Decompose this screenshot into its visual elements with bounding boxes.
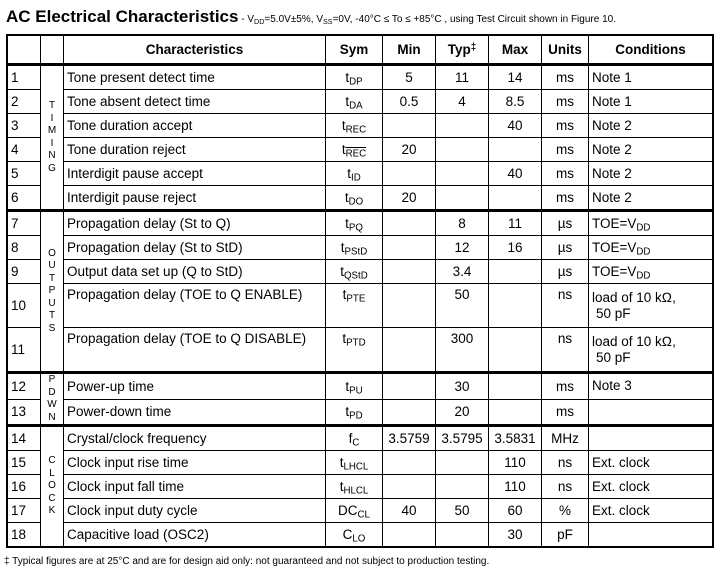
max-cell: 3.5831 [489,426,542,451]
units-cell: ns [542,475,589,499]
row-number: 3 [7,114,41,138]
typ-cell [436,162,489,186]
ac-characteristics-table [6,34,714,548]
conditions-cell: Note 2 [589,138,714,162]
table-row [7,236,713,260]
conditions-cell [589,426,714,451]
units-cell: ns [542,451,589,475]
header-min: Min [383,35,436,65]
table-row [7,451,713,475]
typ-cell: 11 [436,65,489,90]
symbol-cell: $t_{LHCL}$ [326,451,383,475]
row-number: 15 [7,451,41,475]
row-number: 7 [7,211,41,236]
conditions-cell: Note 2 [589,114,714,138]
characteristic-cell: Clock input fall time [64,475,326,499]
characteristic-cell: Crystal/clock frequency [64,426,326,451]
symbol-cell: $DC_{CL}$ [326,499,383,523]
table-header-row [7,35,713,65]
max-cell [489,284,542,328]
conditions-cell: Note 3 [589,373,714,400]
max-cell [489,138,542,162]
min-cell [383,211,436,236]
conditions-cell: Ext. clock [589,451,714,475]
group-label-clock: C L O C K [41,426,64,548]
header-conditions: Conditions [589,35,714,65]
symbol-cell: $f_C$ [326,426,383,451]
characteristic-cell: Capacitive load (OSC2) [64,523,326,548]
conditions-cell: load of 10 kΩ, 50 pF [589,328,714,373]
conditions-cell: Ext. clock [589,475,714,499]
typ-cell [436,451,489,475]
row-number: 1 [7,65,41,90]
characteristic-cell: Tone absent detect time [64,90,326,114]
table-row [7,260,713,284]
table-row [7,138,713,162]
min-cell: 20 [383,186,436,211]
max-cell [489,399,542,426]
table-row [7,284,713,328]
conditions-cell: Ext. clock [589,499,714,523]
symbol-cell: $t_{PD}$ [326,399,383,426]
max-cell: 110 [489,451,542,475]
typ-cell [436,475,489,499]
max-cell: 14 [489,65,542,90]
characteristic-cell: Propagation delay (TOE to Q DISABLE) [64,328,326,373]
typ-cell [436,186,489,211]
characteristic-cell: Tone duration reject [64,138,326,162]
table-row [7,373,713,400]
min-cell: 3.5759 [383,426,436,451]
header-units: Units [542,35,589,65]
max-cell [489,260,542,284]
characteristic-cell: Propagation delay (St to StD) [64,236,326,260]
row-number: 2 [7,90,41,114]
symbol-cell: $t_{PStD}$ [326,236,383,260]
row-number: 6 [7,186,41,211]
symbol-cell: $t_{\overline{REC}}$ [326,138,383,162]
symbol-cell: $t_{PQ}$ [326,211,383,236]
conditions-cell: $TOE=V_{DD}$ [589,211,714,236]
row-number: 4 [7,138,41,162]
max-cell: 11 [489,211,542,236]
conditions-cell: $TOE=V_{DD}$ [589,260,714,284]
symbol-cell: $t_{PTD}$ [326,328,383,373]
max-cell: 60 [489,499,542,523]
symbol-cell: $t_{PTE}$ [326,284,383,328]
table-row [7,65,713,90]
units-cell: % [542,499,589,523]
min-cell [383,236,436,260]
header-characteristics: Characteristics [64,35,326,65]
min-cell [383,284,436,328]
conditions-cell: Note 2 [589,186,714,211]
units-cell: pF [542,523,589,548]
row-number: 10 [7,284,41,328]
typ-cell: 12 [436,236,489,260]
group-label-timing: T I M I N G [41,65,64,211]
table-row [7,426,713,451]
typ-cell: 50 [436,284,489,328]
units-cell: ms [542,162,589,186]
row-number: 16 [7,475,41,499]
row-number: 11 [7,328,41,373]
characteristic-cell: Interdigit pause reject [64,186,326,211]
row-number: 9 [7,260,41,284]
symbol-cell: $t_{REC}$ [326,114,383,138]
typ-cell: 20 [436,399,489,426]
footnote-text: Typical figures are at 25°C and are for design aid only: not guaranteed and not subject to production testing. [9,556,490,567]
symbol-cell: $t_{HLCL}$ [326,475,383,499]
characteristic-cell: Power-up time [64,373,326,400]
max-cell [489,373,542,400]
row-number: 8 [7,236,41,260]
table-row [7,211,713,236]
typ-cell: 3.4 [436,260,489,284]
header-typ: Typ‡ [436,35,489,65]
min-cell [383,373,436,400]
max-cell: 40 [489,162,542,186]
conditions-cell: load of 10 kΩ, 50 pF [589,284,714,328]
characteristic-cell: Tone present detect time [64,65,326,90]
characteristic-cell: Clock input rise time [64,451,326,475]
typ-cell: 4 [436,90,489,114]
row-number: 12 [7,373,41,400]
page-title [6,7,616,27]
table-row [7,114,713,138]
conditions-cell: Note 2 [589,162,714,186]
symbol-cell: $t_{PU}$ [326,373,383,400]
units-cell: ns [542,328,589,373]
units-cell: µs [542,236,589,260]
table-row [7,328,713,373]
units-cell: MHz [542,426,589,451]
conditions-cell [589,523,714,548]
row-number: 14 [7,426,41,451]
min-cell [383,114,436,138]
max-cell: 8.5 [489,90,542,114]
table-row [7,499,713,523]
min-cell [383,523,436,548]
characteristic-cell: Tone duration accept [64,114,326,138]
table-row [7,162,713,186]
typ-cell: 3.5795 [436,426,489,451]
conditions-cell: Note 1 [589,90,714,114]
units-cell: µs [542,211,589,236]
min-cell: 40 [383,499,436,523]
table-row [7,90,713,114]
max-cell: 30 [489,523,542,548]
group-label-pdwn: P D W N [41,373,64,426]
max-cell: 110 [489,475,542,499]
min-cell [383,451,436,475]
conditions-cell [589,399,714,426]
conditions-cell: Note 1 [589,65,714,90]
max-cell [489,186,542,211]
table-row [7,523,713,548]
min-cell [383,260,436,284]
max-cell: 16 [489,236,542,260]
symbol-cell: $t_{ID}$ [326,162,383,186]
characteristic-cell: Output data set up (Q to StD) [64,260,326,284]
min-cell [383,328,436,373]
conditions-cell: $TOE=V_{DD}$ [589,236,714,260]
row-number: 18 [7,523,41,548]
title-conditions: - $V_{DD}=5.0V\pm 5\%$, $V_{SS}=0V$, -40°C ≤ To ≤ +85°C , using Test Circuit shown in Figure 10. [238,14,616,26]
units-cell: µs [542,260,589,284]
table-row [7,186,713,211]
min-cell [383,399,436,426]
footnote-mark: ‡ [4,556,10,567]
characteristic-cell: Clock input duty cycle [64,499,326,523]
units-cell: ms [542,114,589,138]
max-cell: 40 [489,114,542,138]
row-number: 17 [7,499,41,523]
units-cell: ms [542,138,589,162]
symbol-cell: $t_{DA}$ [326,90,383,114]
characteristic-cell: Interdigit pause accept [64,162,326,186]
min-cell: 5 [383,65,436,90]
symbol-cell: $t_{DP}$ [326,65,383,90]
typ-cell [436,114,489,138]
min-cell [383,475,436,499]
typ-cell: 300 [436,328,489,373]
characteristic-cell: Propagation delay (St to Q) [64,211,326,236]
characteristic-cell: Propagation delay (TOE to Q ENABLE) [64,284,326,328]
symbol-cell: $t_{QStD}$ [326,260,383,284]
typ-cell [436,138,489,162]
header-group [41,35,64,65]
units-cell: ns [542,284,589,328]
characteristic-cell: Power-down time [64,399,326,426]
units-cell: ms [542,399,589,426]
symbol-cell: $t_{DO}$ [326,186,383,211]
row-number: 5 [7,162,41,186]
table-row [7,399,713,426]
footnote [4,556,489,567]
group-label-outputs: O U T P U T S [41,211,64,373]
units-cell: ms [542,186,589,211]
units-cell: ms [542,90,589,114]
typ-cell [436,523,489,548]
header-number [7,35,41,65]
title-main: AC Electrical Characteristics [6,7,239,26]
units-cell: ms [542,65,589,90]
typ-cell: 8 [436,211,489,236]
max-cell [489,328,542,373]
row-number: 13 [7,399,41,426]
typ-cell: 50 [436,499,489,523]
units-cell: ms [542,373,589,400]
typ-cell: 30 [436,373,489,400]
symbol-cell: $C_{LO}$ [326,523,383,548]
min-cell [383,162,436,186]
header-max: Max [489,35,542,65]
table-row [7,475,713,499]
header-sym: Sym [326,35,383,65]
min-cell: 0.5 [383,90,436,114]
min-cell: 20 [383,138,436,162]
